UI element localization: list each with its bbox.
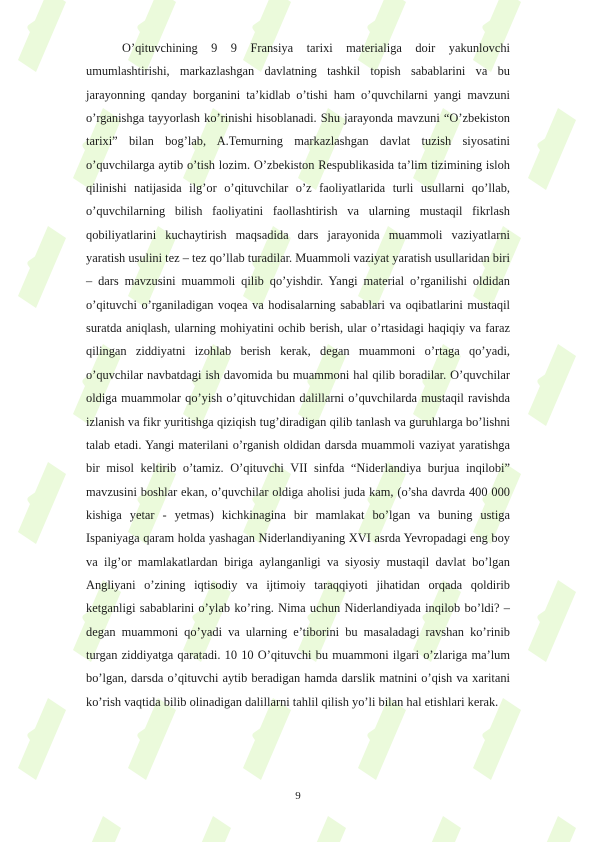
watermark-mark xyxy=(413,816,461,842)
watermark-mark xyxy=(528,344,576,426)
watermark-mark xyxy=(26,715,60,743)
page-number: 9 xyxy=(295,790,301,802)
watermark-mark xyxy=(26,479,60,507)
watermark-mark xyxy=(136,715,170,743)
watermark-mark xyxy=(26,7,60,35)
watermark-mark xyxy=(421,833,455,842)
watermark-mark xyxy=(251,715,285,743)
body-paragraph: O’qituvchining 9 9 Fransiya tarixi materialiga doir yakunlovchi umumlashtirishi, markazlashgan davlatning tashkil topish sabablarini va bu jarayonning qanday borganini ta’kidlab o’tishi ham o’quvchilarni yangi mavzuni o’rganishga tayyorlash ko’rinishi hisoblanadi. Shu jarayonda mavzuni “O’zbekiston tarixi” bilan bog’lab, A.Temurning markazlashgan davlat tuzish siyosatini o’quvchilarga aytib o’tish lozim. O’zbekiston Respublikasida ta’lim tizimining isloh qilinishi natijasida ilg’or o’qituvchilar o’z faoliyatlarida turli usullarni qo’llab, o’quvchilarning bilish faoliyatini faollashtirish va ularning mustaqil fikrlash qobiliyatlarini kuchaytirish maqsadida dars jarayonida muammoli vaziyatlarni yaratish usulini tez – tez qo’llab turadilar. Muammoli vaziyat yaratish usullaridan biri – dars mavzusini muammoli qilib qo’yishdir. Yangi material o’rganilishi oldidan o’qituvchi o’rganiladigan voqea va hodisalarning sabablari va oqibatlarini mustaqil suratda aniqlash, ularning mohiyatini ochib berish, ular o’rtasidagi haqiqiy va faraz qilingan ziddiyatni izohlab berish kerak, degan muammoni o’rtaga qo’yadi, o’quvchilar navbatdagi ish davomida bu muammoni hal qilib boradilar. O’quvchilar oldiga muammolar qo’yish o’qituvchidan dalillarni o’quvchilarda mustaqil ravishda izlanish va fikr yuritishga qiziqish tug’diradigan qilib tanlash va guruhlarga bo’lishni talab etadi. Yangi materilani o’rganish oldidan darsda muammoli vaziyat yaratishga bir misol keltirib o’tamiz. O’qituvchi VII sinfda “Niderlandiya burjua inqilobi” mavzusini boshlar ekan, o’quvchilar oldiga aholisi juda kam, (o’sha davrda 400 000 kishiga yetar - yetmas) kichkinagina bir mamlakat bo’lgan va buning ustiga Ispaniyaga qaram holda yashagan Niderlandiyaning XVI asrda Yevropadagi eng boy va ilg’or mamlakatlardan biriga aylanganligi va siyosiy mustaqil davlat bo’lgan Angliyani o’zining iqtisodiy va ijtimoiy taraqqiyoti jihatidan orqada qoldirib ketganligi sabablarini o’ylab ko’ring. Nima uchun Niderlandiyada inqilob bo’ldi? – degan muammoni qo’yadi va ularning e’tiborini bu masaladagi ravshan ko’rinib turgan ziddiyatga qaratadi. 10 10 O’qituvchi bu muammoni ilgari o’zlariga ma’lum bo’lgan, darsda o’qituvchi aytib beradigan hamda darslik matnini o’qish va xaritani ko’rish vaqtida bilib olinadigan dalillarni tahlil qilish yo’li bilan hal etishlari kerak. xyxy=(86,41,510,709)
watermark-mark xyxy=(81,833,115,842)
watermark-mark xyxy=(251,7,285,35)
watermark-mark xyxy=(536,361,570,389)
watermark-mark xyxy=(26,243,60,271)
watermark-mark xyxy=(366,715,400,743)
watermark-mark xyxy=(306,833,340,842)
watermark-mark xyxy=(183,816,231,842)
body-text xyxy=(86,37,510,714)
watermark-mark xyxy=(18,462,66,544)
watermark-mark xyxy=(528,816,576,842)
watermark-mark xyxy=(136,7,170,35)
watermark-mark xyxy=(366,7,400,35)
watermark-mark xyxy=(536,833,570,842)
watermark-mark xyxy=(73,816,121,842)
watermark-mark xyxy=(536,125,570,153)
watermark-mark xyxy=(18,698,66,780)
watermark-mark xyxy=(481,715,515,743)
watermark-mark xyxy=(536,597,570,625)
watermark-mark xyxy=(298,816,346,842)
watermark-mark xyxy=(481,7,515,35)
watermark-mark xyxy=(528,108,576,190)
watermark-mark xyxy=(191,833,225,842)
watermark-mark xyxy=(18,0,66,72)
watermark-mark xyxy=(528,580,576,662)
watermark-mark xyxy=(18,226,66,308)
